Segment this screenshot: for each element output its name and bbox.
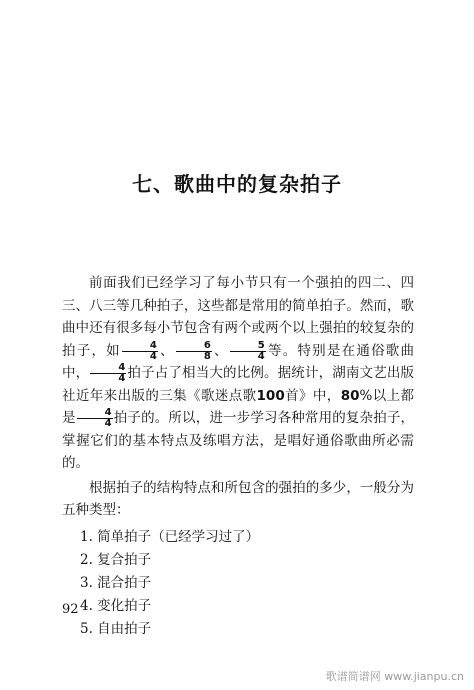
- list-item: 3. 混合拍子: [80, 574, 152, 591]
- text-run: %以上都是: [62, 387, 415, 426]
- text-run: 等。特别是在通俗歌曲中，: [62, 342, 415, 381]
- separator: 、: [212, 342, 229, 359]
- fraction-four-four: $\frac{4}{4}$: [77, 408, 113, 429]
- list-item: 1. 简单拍子（已经学习过了）: [80, 528, 260, 545]
- paragraph-types: 根据拍子的结构特点和所包含的强拍的多少，一般分为五种类型：: [62, 479, 414, 518]
- section-title: 七、歌曲中的复杂拍子: [132, 172, 342, 196]
- list-item: 2. 复合拍子: [80, 551, 152, 568]
- text-run: 拍子的。所以，进一步学习各种常用的复杂拍子，掌握它们的基本特点及练唱方法，是唱好通俗歌曲所必需的。: [62, 410, 415, 471]
- fraction-four-four: $\frac{4}{4}$: [90, 363, 126, 384]
- text-run: 首》中，: [284, 387, 341, 404]
- type-list: [62, 526, 414, 641]
- fraction-four-four: $\frac{4}{4}$: [122, 341, 158, 362]
- paragraph-intro: [62, 272, 414, 475]
- fraction-six-eight: $\frac{6}{8}$: [176, 341, 212, 362]
- text-run: 前面我们已经学习了每小节只有一个强拍的四二、四三、八三等几种拍子，这些都是常用的简单拍子。然而，歌曲中还有很多每小节包含有两个或两个以上强拍的较复杂的拍子，如: [62, 275, 414, 359]
- watermark: 歌谱简谱网 www.jianpu.cn: [325, 670, 464, 683]
- list-item: 5. 自由拍子: [80, 620, 152, 637]
- body-text: [62, 272, 414, 641]
- bold-number: 100: [256, 387, 285, 404]
- fraction-five-four: $\frac{5}{4}$: [230, 341, 266, 362]
- separator: 、: [158, 342, 175, 359]
- text-run: 拍子占了相当大的比例。据统计，湖南文艺出版社近年来出版的三集《歌迷点歌: [62, 365, 415, 404]
- bold-number: 80: [340, 387, 360, 404]
- page-number: 92: [62, 602, 79, 617]
- list-item: 4. 变化拍子: [80, 597, 152, 614]
